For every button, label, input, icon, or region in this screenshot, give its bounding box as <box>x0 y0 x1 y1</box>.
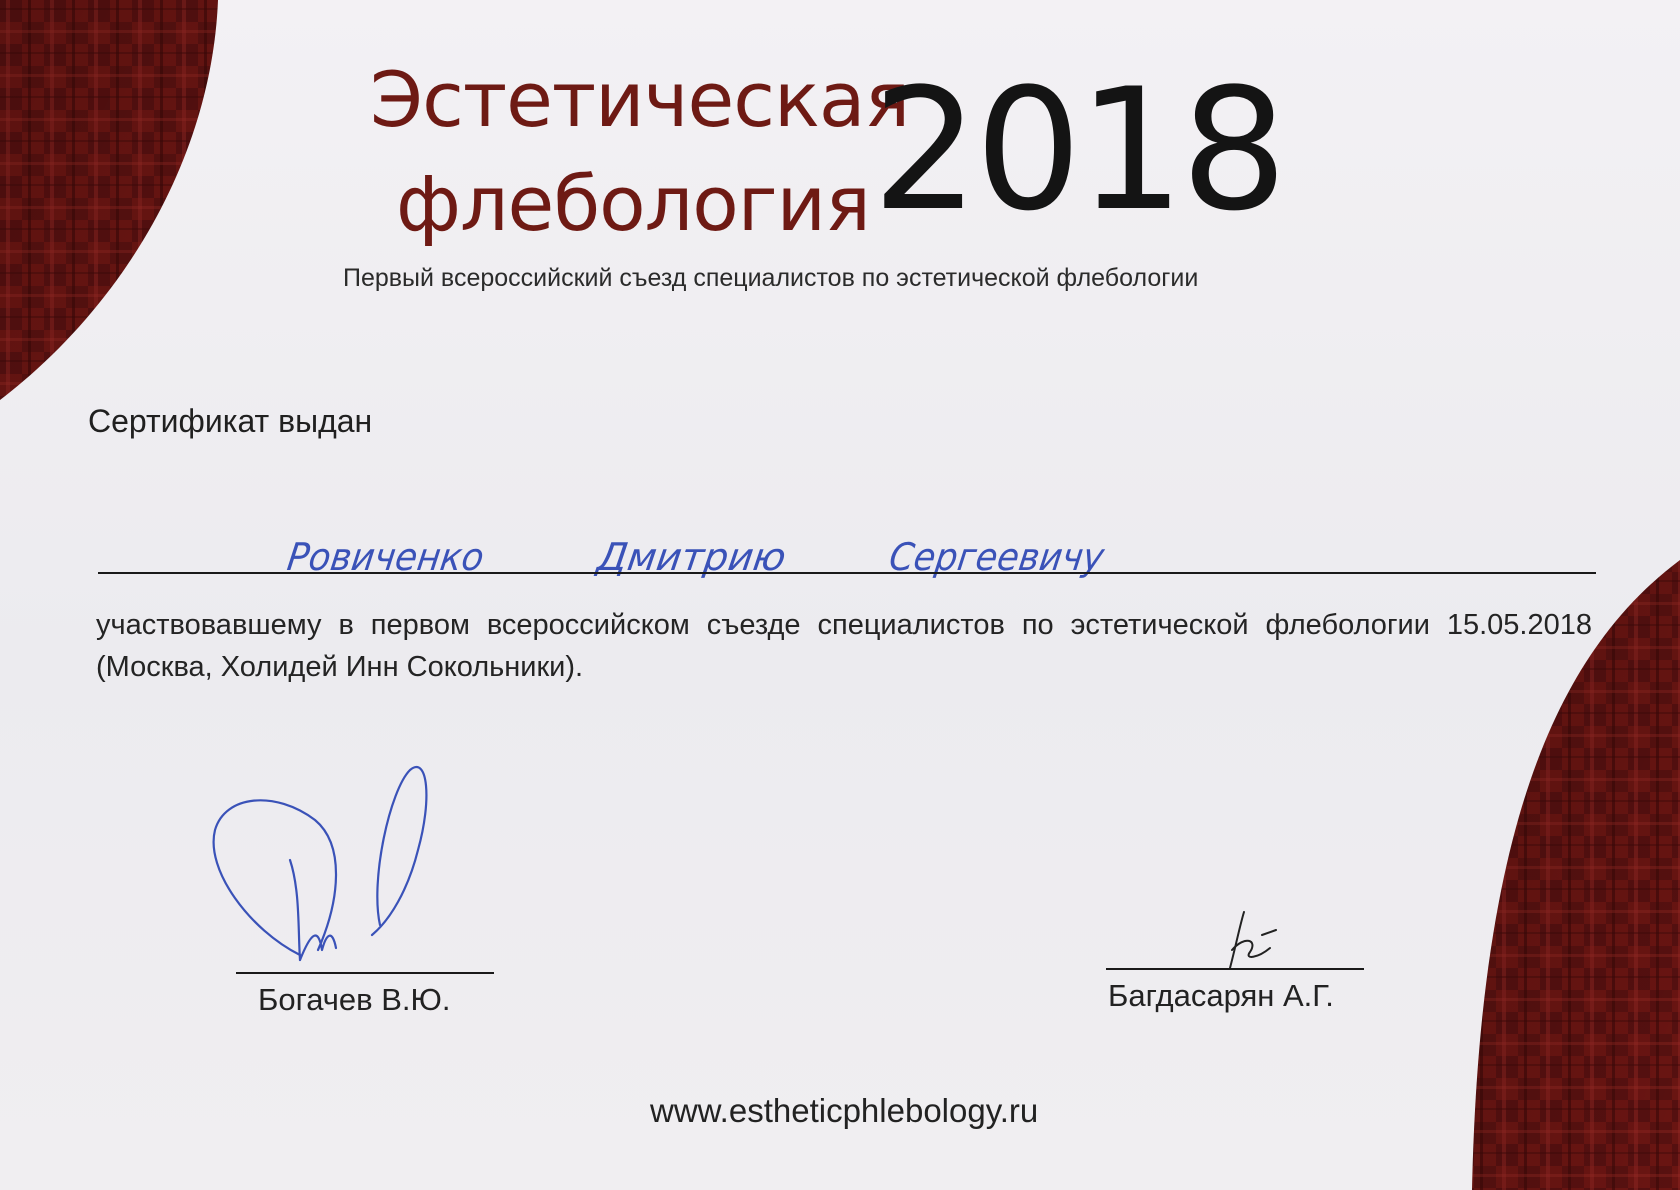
signature-bogachev <box>214 767 427 960</box>
recipient-first-name: Дмитрию <box>594 536 787 580</box>
recipient-surname: Ровиченко <box>284 536 501 580</box>
signature-bagdasaryan <box>1230 912 1276 968</box>
event-subtitle: Первый всероссийский съезд специалистов по эстетической флебологии <box>343 264 1199 292</box>
event-website: www.estheticphlebology.ru <box>650 1092 1039 1129</box>
signatory-name-right: Багдасарян А.Г. <box>1108 978 1334 1013</box>
event-year: 2018 <box>872 52 1284 248</box>
recipient-patronymic: Сергеевичу <box>886 536 1126 580</box>
title-line-1: Эстетическая <box>370 55 910 144</box>
title-line-2: флебология <box>396 159 870 248</box>
issued-to-label: Сертификат выдан <box>88 403 373 439</box>
signature-line-left <box>236 972 494 974</box>
participation-text: участвовавшему в первом всероссийском съезде специалистов по эстетической флебологии 15.05.2018 (Москва, Холидей Инн Сокольники). <box>96 609 1592 683</box>
signatory-name-left: Богачев В.Ю. <box>258 982 451 1017</box>
signature-line-right <box>1106 968 1364 970</box>
